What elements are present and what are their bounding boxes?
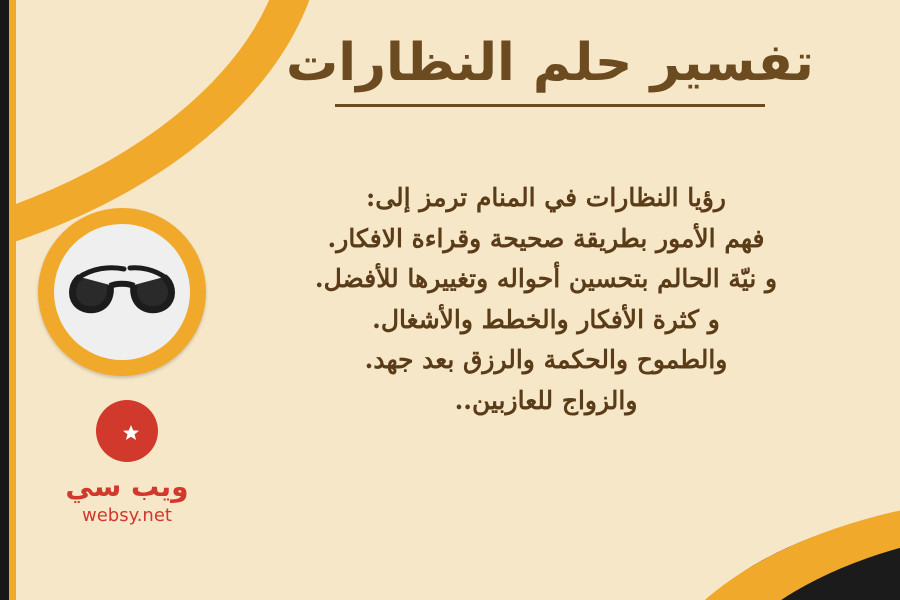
glasses-badge bbox=[38, 208, 206, 376]
page-title: تفسير حلم النظارات bbox=[286, 33, 814, 93]
crescent-star-icon bbox=[107, 411, 147, 451]
logo-circle bbox=[96, 400, 158, 462]
logo-arabic-name: ويب سي bbox=[65, 470, 189, 503]
body-line: و كثرة الأفكار والخطط والأشغال. bbox=[372, 304, 720, 334]
eyeglasses-icon bbox=[62, 257, 182, 327]
body-line: والطموح والحكمة والرزق بعد جهد. bbox=[364, 345, 728, 374]
glasses-badge-inner bbox=[54, 224, 190, 360]
body-line: رؤيا النظارات في المنام ترمز إلى: bbox=[365, 183, 727, 212]
body-line: فهم الأمور بطريقة صحيحة وقراءة الافكار. bbox=[327, 223, 765, 253]
body-line: و نيّة الحالم بتحسين أحواله وتغييرها للأفضل. bbox=[314, 264, 778, 293]
left-dark-edge bbox=[0, 0, 9, 600]
logo-url: websy.net bbox=[82, 505, 172, 526]
brand-logo[interactable] bbox=[52, 400, 202, 526]
title-block bbox=[240, 34, 860, 107]
title-underline bbox=[335, 104, 765, 107]
body-text bbox=[226, 178, 866, 421]
body-line: والزواج للعازبين.. bbox=[454, 385, 638, 415]
